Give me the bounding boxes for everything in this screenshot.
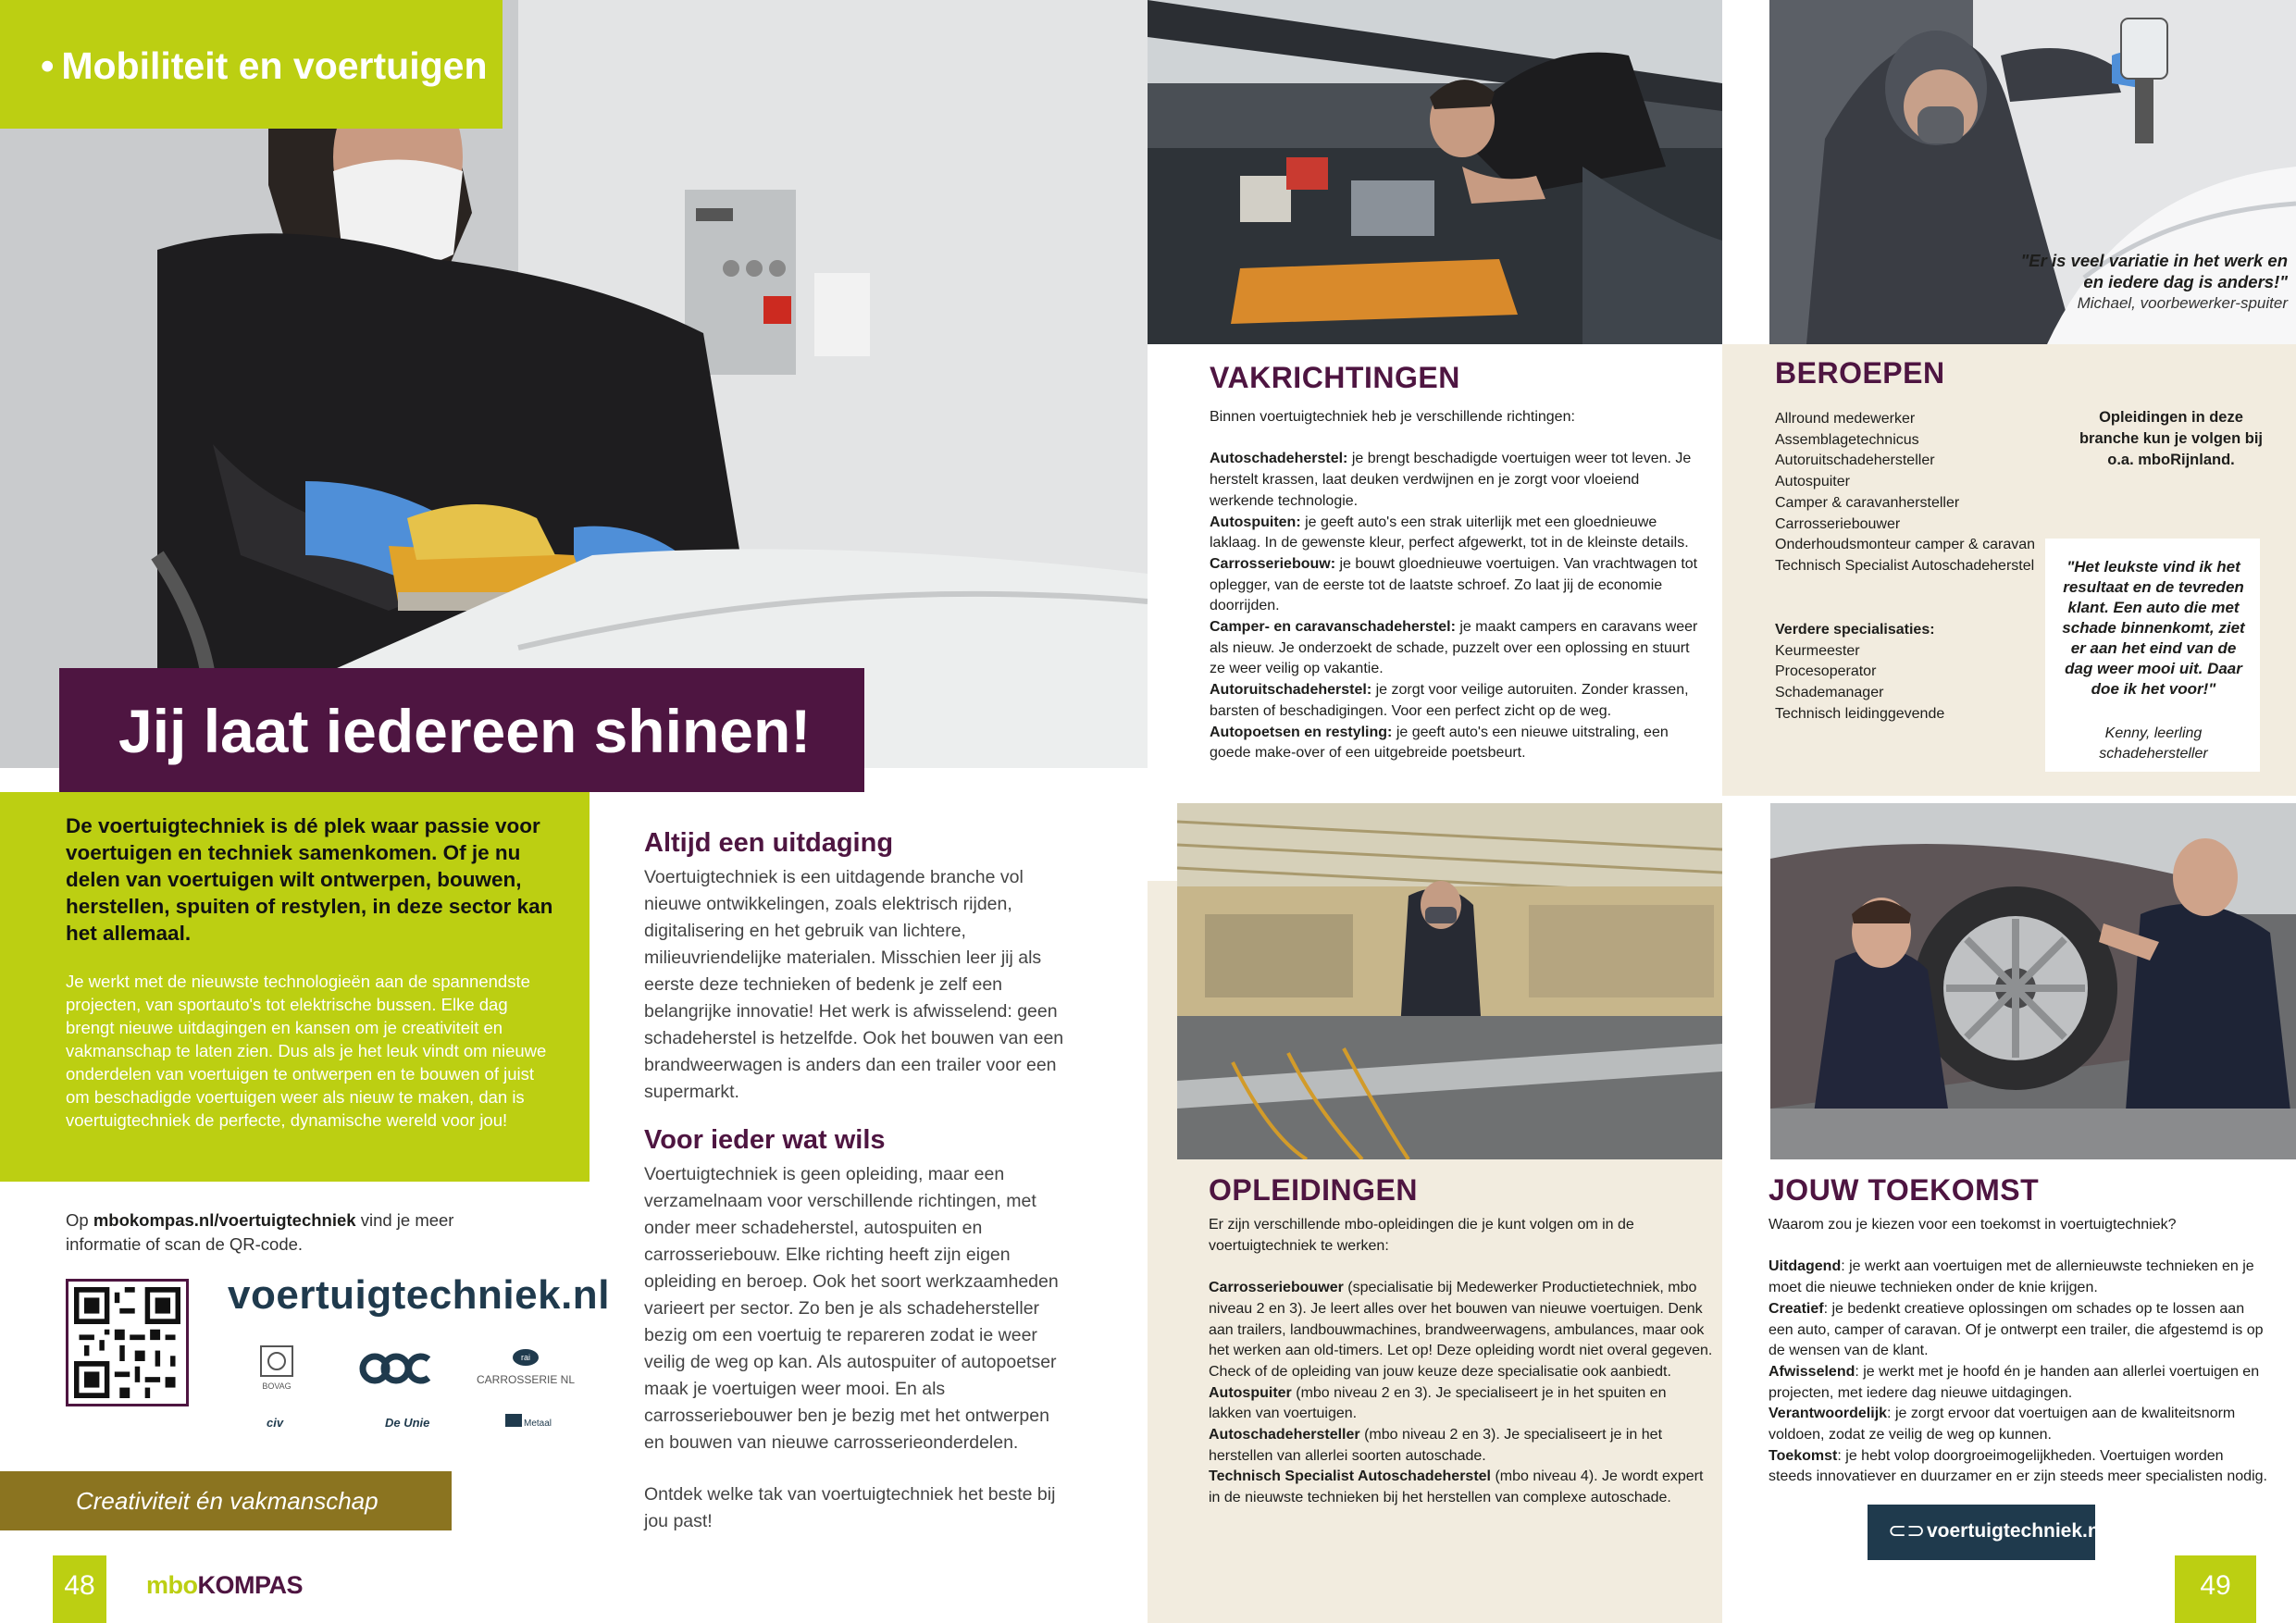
beroepen-side-note: Opleidingen in deze branche kun je volgen bij o.a. mboRijnland.	[2079, 409, 2264, 468]
page-number-left	[53, 1555, 106, 1623]
website-button-label: voertuigtechniek.nl	[1927, 1520, 2105, 1542]
brand-part2: KOMPAS	[197, 1571, 304, 1599]
bovag-label: BOVAG	[262, 1381, 292, 1391]
closing-text	[644, 1481, 1070, 1535]
toekomst-item: Afwisselend: je werkt met je hoofd én je handen aan allerlei voertuigen en projecten, met iedere dag nieuwe uitdagingen.	[1769, 1363, 2260, 1401]
beroep-item: Onderhoudsmonteur camper & caravan	[1775, 537, 2036, 553]
vak-item: Autoschadeherstel: je brengt beschadigde voertuigen weer tot leven. Je herstelt krassen, laat deuken verdwijnen en je zorgt voor vloeiend werkende technologie.	[1210, 451, 1692, 509]
closing-paragraph: Ontdek welke tak van voertuigtechniek het beste bij jou past!	[644, 1484, 1056, 1531]
bovag-logo	[261, 1346, 292, 1391]
specialisatie-item: Technisch leidinggevende	[1775, 705, 1945, 722]
beroep-item: Carrosseriebouwer	[1775, 515, 1901, 532]
beroep-item: Autospuiter	[1775, 474, 1850, 490]
quote-box-author: Kenny, leerling schadehersteller	[2099, 725, 2208, 762]
slogan-text: Creativiteit én vakmanschap	[76, 1487, 379, 1515]
beroep-item: Assemblagetechnicus	[1775, 431, 1919, 448]
site-url[interactable]: voertuigtechniek.nl	[228, 1272, 610, 1318]
beroepen-list	[1775, 409, 2043, 577]
more-info-prefix: Op	[66, 1210, 89, 1230]
intro-body: Je werkt met de nieuwste technologieën aan de spannendste projecten, van sportauto's tot elektrische bussen. Elke dag brengt nieuwe uitdagingen en kansen om je creativiteit en vakmanschap te laten zien. Dus als je het leuk vindt om nieuwe onderdelen van voertuigen te ontwerpen en te bouwen of juist om beschadigde voertuigen weer als nieuw te maken, dan is voertuigtechniek de perfecte, dynamische wereld voor jou!	[66, 972, 547, 1130]
opleidingen-body	[1209, 1215, 1713, 1509]
opleidingen-intro: Er zijn verschillende mbo-opleidingen die je kunt volgen om in de voertuigtechniek te werken:	[1209, 1217, 1634, 1254]
more-info-suffix: vind je meer informatie of scan de QR-code.	[66, 1210, 454, 1254]
vakrichtingen-intro: Binnen voertuigtechniek heb je verschillende richtingen:	[1210, 409, 1575, 425]
vak-item: Camper- en caravanschadeherstel: je maakt campers en caravans weer als nieuw. Je onderzoekt de schade, puzzelt over een oplossing en stuurt ze weer veilig op vakantie.	[1210, 619, 1698, 677]
beroep-item: Autoruitschadehersteller	[1775, 452, 1935, 469]
vakrichtingen-body	[1210, 407, 1700, 764]
photo-spray-painter	[1769, 0, 2296, 344]
link-icon: ⊂⊃	[1888, 1518, 1926, 1543]
ooc-logo	[363, 1357, 428, 1392]
headline-bar	[59, 668, 864, 792]
beroep-item: Allround medewerker	[1775, 411, 1916, 427]
metaal-logo-mark	[505, 1414, 522, 1427]
page-number-right-text: 49	[2200, 1570, 2231, 1601]
text-uitdaging: Voertuigtechniek is een uitdagende branche vol nieuwe ontwikkelingen, zoals elektrisch rijden, digitalisering en het gebruik van lichtere, milieuvriendelijke materialen. Misschien leer jij als eerste deze technieken of bedenk je zelf een belangrijke innovatie! Het werk is afwisselend: geen schadeherstel is hetzelfde. Ook het bouwen van een brandweerwagen is anders dan een trailer voor een supermarkt.	[644, 867, 1064, 1102]
toekomst-intro: Waarom zou je kiezen voor een toekomst in voertuigtechniek?	[1769, 1217, 2177, 1233]
quote-box	[2045, 539, 2260, 772]
specialisaties-title: Verdere specialisaties:	[1775, 622, 1935, 638]
toekomst-item: Uitdagend: je werkt aan voertuigen met de allernieuwste technieken en je moet die nieuwe technieken onder de knie krijgen.	[1769, 1258, 2254, 1296]
brand-part1: mbo	[146, 1571, 198, 1599]
toekomst-item: Creatief: je bedenkt creatieve oplossingen om schades op te lossen aan een auto, camper of caravan. Of je ontwerpt een trailer, die afgestemd is op de wensen van de klant.	[1769, 1300, 2264, 1359]
photo-quote-text: "Er is veel variatie in het werk en en iedere dag is anders!"	[2020, 251, 2288, 291]
photo-workshop	[1177, 803, 1722, 1159]
qr-code-graphic	[74, 1287, 180, 1398]
vak-item: Autopoetsen en restyling: je geeft auto's een nieuwe uitstraling, een goede make-over of een uitgebreide poetsbeurt.	[1210, 724, 1669, 762]
website-button[interactable]	[1868, 1505, 2105, 1560]
page-number-left-text: 48	[64, 1570, 95, 1601]
metaal-logo: Metaal	[524, 1419, 552, 1429]
section-tag	[0, 0, 503, 129]
partner-logos-row1	[248, 1344, 581, 1393]
section-voor-ieder-wat-wils	[644, 1125, 1070, 1456]
opleiding-item: Autoschadehersteller (mbo niveau 2 en 3). Je specialiseert je in het herstellen van allerlei soorten autoschade.	[1209, 1427, 1663, 1464]
photo-quote-author: Michael, voorbewerker-spuiter	[2077, 294, 2288, 312]
vakrichtingen-title: VAKRICHTINGEN	[1210, 361, 1460, 394]
page-headline: Jij laat iedereen shinen!	[118, 697, 812, 765]
vakrichtingen-panel	[1148, 344, 1722, 796]
photo-car-wheel	[1770, 803, 2296, 1159]
rai-label: rai	[520, 1353, 531, 1362]
more-info-text	[66, 1208, 528, 1257]
opleiding-item: Autospuiter (mbo niveau 2 en 3). Je specialiseert je in het spuiten en lakken van voertuigen.	[1209, 1384, 1667, 1422]
mbokompas-logo	[146, 1571, 303, 1600]
heading-uitdaging: Altijd een uitdaging	[644, 828, 894, 858]
beroepen-title: BEROEPEN	[1775, 356, 1945, 390]
specialisatie-item: Keurmeester	[1775, 642, 1860, 659]
beroep-item: Camper & caravanhersteller	[1775, 494, 1960, 511]
de-unie-logo: De Unie	[385, 1416, 430, 1430]
toekomst-item: Verantwoordelijk: je zorgt ervoor dat voertuigen aan de kwaliteitsnorm voldoen, zodat ze veilig de weg op kunnen.	[1769, 1406, 2236, 1443]
more-info-link[interactable]: mbokompas.nl/voertuigtechniek	[93, 1210, 356, 1230]
specialisatie-item: Procesoperator	[1775, 663, 1877, 680]
toekomst-body	[1769, 1215, 2268, 1488]
vak-item: Carrosseriebouw: je bouwt gloednieuwe voertuigen. Van vrachtwagen tot oplegger, van de eerste tot de laatste schroef. Zo laat jij de economie doorrijden.	[1210, 555, 1698, 614]
specialisatie-item: Schademanager	[1775, 685, 1884, 701]
opleiding-item: Carrosseriebouwer (specialisatie bij Medewerker Productietechniek, mbo niveau 2 en 3). Je leert alles over het bouwen van nieuwe voertuigen. Denk aan trailers, landbouwmachines, brandweerwagens, ambulances, maar ook het werken aan old-timers. Let op! Deze opleiding wordt niet overal gegeven. Check of de opleiding van jouw keuze deze specialisatie ook aanbiedt.	[1209, 1280, 1713, 1380]
carrosserie-nl-logo	[477, 1349, 575, 1386]
section-altijd-een-uitdaging	[644, 828, 1070, 1106]
opleidingen-title: OPLEIDINGEN	[1209, 1173, 1418, 1207]
toekomst-item: Toekomst: je hebt volop doorgroeimogelijkheden. Voertuigen worden steeds innovatiever en duurzamer en er zijn steeds meer specialisten nodig.	[1769, 1447, 2267, 1485]
carrosserie-label: CARROSSERIE NL	[476, 1373, 576, 1386]
vak-item: Autospuiten: je geeft auto's een strak uiterlijk met een gloednieuwe laklaag. In de gewenste kleur, perfect afgewerkt, tot in de kleinste details.	[1210, 514, 1689, 551]
photo-mechanic-engine	[1148, 0, 1722, 344]
partner-logos-row2	[248, 1408, 581, 1436]
intro-lead: De voertuigtechniek is dé plek waar passie voor voertuigen en techniek samenkomen. Of je nu delen van voertuigen wilt ontwerpen, bouwen, herstellen, spuiten of restylen, in deze sector kan het allemaal.	[66, 814, 553, 945]
slogan-bar	[0, 1471, 452, 1530]
opleiding-item: Technisch Specialist Autoschadeherstel (mbo niveau 4). Je wordt expert in de nieuwste technieken bij het herstellen van complexe autoschade.	[1209, 1468, 1704, 1506]
vak-item: Autoruitschadeherstel: je zorgt voor veilige autoruiten. Zonder krassen, barsten of beschadigingen. Voor een perfect zicht op de weg.	[1210, 682, 1689, 719]
text-ieder-wat-wils: Voertuigtechniek is geen opleiding, maar een verzamelnaam voor verschillende richtingen, met onder meer schadeherstel, autospuiten en carrosseriebouw. Elke richting heeft zijn eigen opleiding en beroep. Ook het soort werkzaamheden varieert per sector. Zo ben je als schadehersteller bezig om een voertuig te repareren zodat ie weer veilig de weg op kan. Als autospuiter of autopoetser maak je voertuigen weer mooi. En als carrosseriebouwer ben je bezig met het ontwerpen en bouwen van nieuwe carrosserieonderdelen.	[644, 1164, 1059, 1453]
beroep-item: Technisch Specialist Autoschadeherstel	[1775, 557, 2035, 574]
photo-quote	[2019, 250, 2288, 314]
ooc-label: OOC	[399, 1391, 403, 1392]
qr-code[interactable]	[66, 1279, 189, 1406]
quote-box-text: "Het leukste vind ik het resultaat en de tevreden klant. Een auto die met schade binnenkomt, ziet er aan het eind van de dag weer mooi uit. Daar doe ik het voor!"	[2062, 558, 2245, 698]
page-number-right	[2175, 1555, 2256, 1623]
toekomst-title: JOUW TOEKOMST	[1769, 1173, 2040, 1207]
intro-box	[0, 792, 590, 1182]
specialisaties-list	[1775, 620, 2043, 725]
heading-ieder-wat-wils: Voor ieder wat wils	[644, 1125, 886, 1155]
civ-logo: civ	[267, 1416, 284, 1430]
section-label: • Mobiliteit en voertuigen	[41, 44, 488, 88]
